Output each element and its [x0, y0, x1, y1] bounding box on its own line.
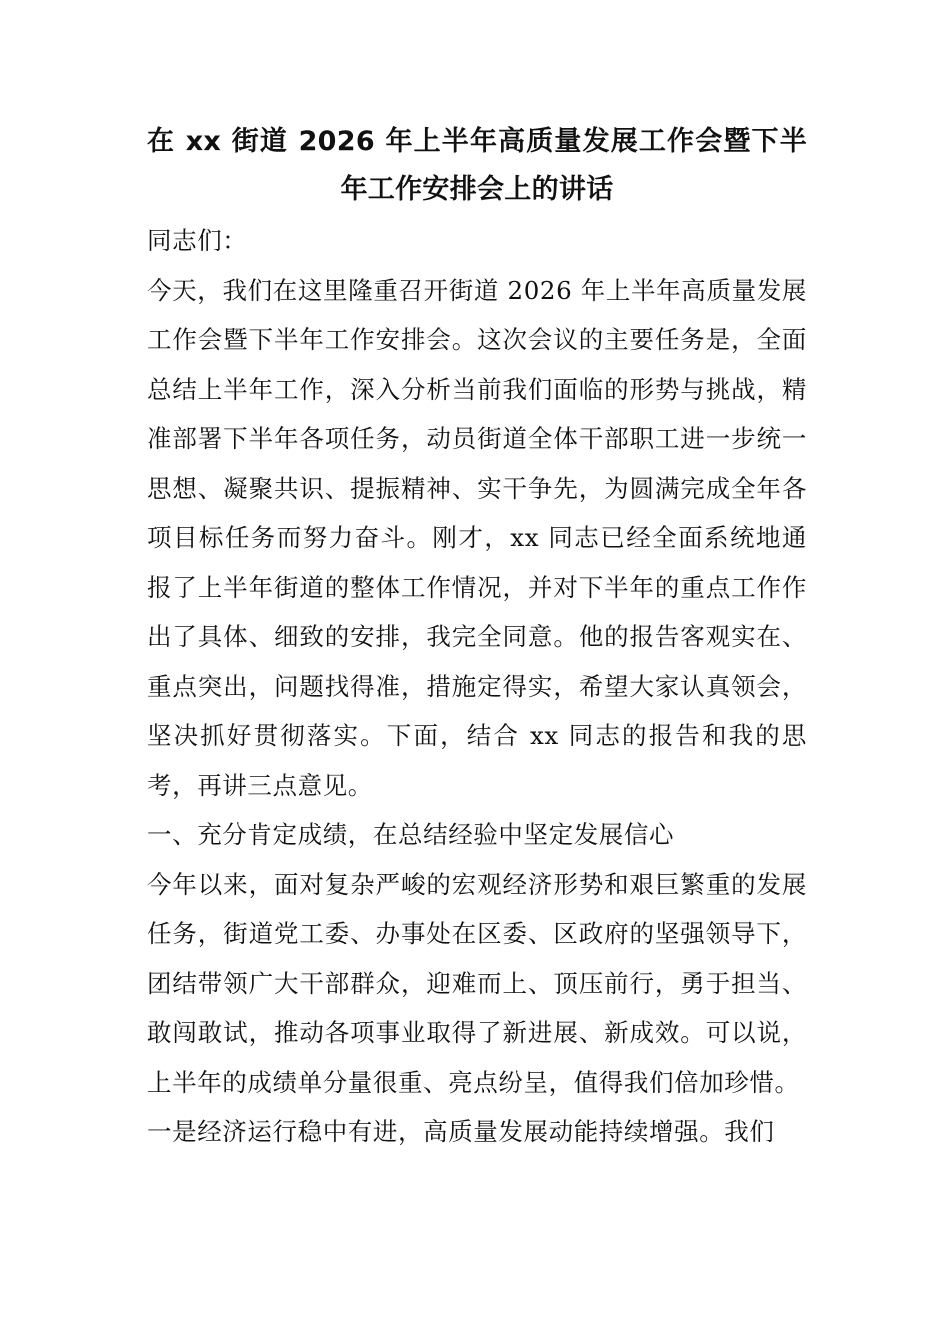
paragraph-point-1: 一是经济运行稳中有进，高质量发展动能持续增强。我们 — [147, 1117, 775, 1146]
document-page — [147, 118, 807, 1157]
paragraph-opening: 今天，我们在这里隆重召开街道 2026 年上半年高质量发展工作会暨下半年工作安排会。这次会议的主要任务是，全面总结上半年工作，深入分析当前我们面临的形势与挑战，精准部署下半年各项任务，动员街道全体干部职工进一步统一思想、凝聚共识、提振精神、实干争先，为圆满完成全年各项目标任务而努力奋斗。刚才，xx 同志已经全面系统地通报了上半年街道的整体工作情况，并对下半年的重点工作作出了具体、细致的安排，我完全同意。他的报告客观实在、重点突出，问题找得准，措施定得实，希望大家认真领会，坚决抓好贯彻落实。下面，结合 xx 同志的报告和我的思考，再讲三点意见。 — [147, 275, 807, 800]
salutation: 同志们： — [147, 226, 248, 255]
paragraph-achievements: 今年以来，面对复杂严峻的宏观经济形势和艰巨繁重的发展任务，街道党工委、办事处在区委、区政府的坚强领导下，团结带领广大干部群众，迎难而上、顶压前行，勇于担当、敢闯敢试，推动各项事业取得了新进展、新成效。可以说，上半年的成绩单分量很重、亮点纷呈，值得我们倍加珍惜。 — [147, 869, 807, 1097]
section-heading-1: 一、充分肯定成绩，在总结经验中坚定发展信心 — [147, 820, 675, 849]
document-title: 在 xx 街道 2026 年上半年高质量发展工作会暨下半年工作安排会上的讲话 — [147, 126, 807, 205]
